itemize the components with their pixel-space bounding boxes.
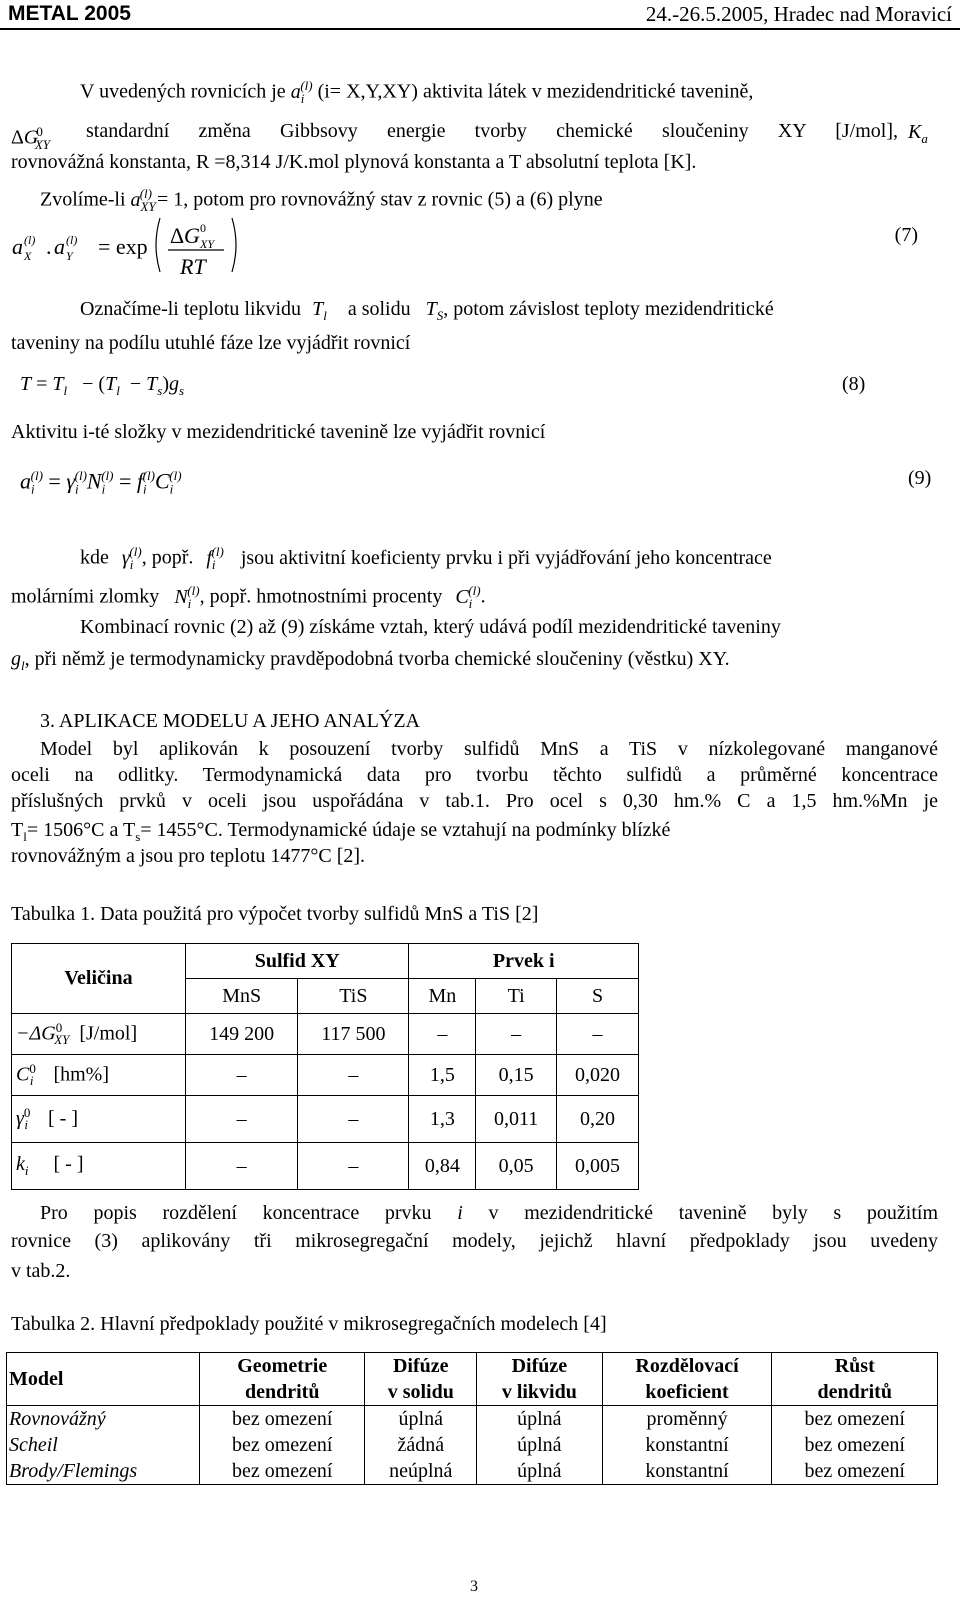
paragraph-line: oceli na odlitky. Termodynamická data pro tvorbu těchto sulfidů a průměrné koncentrace xyxy=(11,764,938,786)
formula-c: $C_i^{(l)}$ xyxy=(455,583,481,611)
paragraph-line: rovnovážným a jsou pro teplotu 1477°C [2]. xyxy=(11,845,366,867)
equation-number: (8) xyxy=(842,373,866,395)
table-header: Prvek i xyxy=(409,944,639,979)
paragraph-line: Kombinací rovnic (2) až (9) získáme vztah, který udává podíl mezidendritické taveniny xyxy=(80,616,781,638)
formula-ka: $K_a$ xyxy=(908,121,928,146)
table-row: $k_i$ [ - ] – – 0,84 0,05 0,005 xyxy=(12,1143,639,1190)
svg-text:0: 0 xyxy=(200,221,206,235)
table-row: $\gamma^0_i$ [ - ] – – 1,3 0,011 0,20 xyxy=(12,1096,639,1143)
formula-ts: $T_S$ xyxy=(425,298,444,323)
formula-gamma: $\gamma_i^{(l)}$ xyxy=(121,544,142,572)
paragraph-line: Označíme-li teplotu likvidu $T_l$ a solidu $T_S$, potom závislost teploty mezidendritické xyxy=(80,298,774,323)
svg-text:X: X xyxy=(24,249,32,263)
formula-n: $N_i^{(l)}$ xyxy=(174,583,200,611)
page-number: 3 xyxy=(470,1578,478,1595)
data-table-2 xyxy=(6,1352,938,1485)
formula-activity: $a_i^{(l)}$ xyxy=(290,78,313,106)
table-header: Veličina xyxy=(12,944,186,1014)
conference-name: METAL 2005 xyxy=(8,2,131,25)
equation-8 xyxy=(20,372,940,404)
table-header: Růst dendritů xyxy=(772,1353,938,1406)
table-header: Difúze v likvidu xyxy=(477,1353,603,1406)
paragraph-line: $g_l$, při němž je termodynamicky pravděpodobná tvorba chemické sloučeniny (věstku) XY. xyxy=(11,648,730,673)
table-row: $-\Delta G^0_{XY}$ [J/mol] 149 200 117 500 – – – xyxy=(12,1014,639,1055)
equation-7 xyxy=(10,210,940,280)
svg-text:G: G xyxy=(184,223,200,248)
table-row: Rovnovážný Scheil Brody/Flemings bez omezení bez omezení bez omezení úplná žádná neúplná úplná úplná úplná proměnný konstantní konstantní bez omezení bez omezení bez omezení xyxy=(7,1406,938,1485)
table-row: $C^0_i$ [hm%] – – 1,5 0,15 0,020 xyxy=(12,1055,639,1096)
paragraph-line: Model byl aplikován k posouzení tvorby sulfidů MnS a TiS v nízkolegované manganové xyxy=(40,738,938,760)
equation-7-formula xyxy=(10,210,270,280)
svg-text:a: a xyxy=(54,234,65,259)
table-subheader: TiS xyxy=(298,979,409,1014)
svg-text:.: . xyxy=(46,234,52,259)
table-header: Geometrie dendritů xyxy=(200,1353,365,1406)
svg-text:(l): (l) xyxy=(24,233,36,247)
equation-9-formula: $a_i^{(l)} = \gamma_i^{(l)}N_i^{(l)} = f_i^{(l)}C_i^{(l)}$ xyxy=(20,468,182,497)
formula-gibbs: $\Delta G^0_{XY}$ xyxy=(11,124,50,152)
data-table-1 xyxy=(11,943,639,1190)
table-subheader: Mn xyxy=(409,979,476,1014)
svg-text:Y: Y xyxy=(66,249,73,263)
paragraph-line: příslušných prvků v oceli jsou uspořádána v tab.1. Pro ocel s 0,30 hm.% C a 1,5 hm.%Mn je xyxy=(11,790,938,812)
paragraph-line: Pro popis rozdělení koncentrace prvku i v mezidendritické tavenině byly s použitím xyxy=(40,1202,939,1224)
paragraph-line: V uvedených rovnicích je $a_i^{(l)}$ (i= X,Y,XY) aktivita látek v mezidendritické tavenině, xyxy=(80,78,754,106)
equation-number: (7) xyxy=(894,224,918,246)
paragraph-line: standardní změna Gibbsovy energie tvorby chemické sloučeniny XY [J/mol], xyxy=(86,120,898,142)
formula-tl: $T_l$ xyxy=(312,298,327,323)
paragraph-line: rovnice (3) aplikovány tři mikrosegregační modely, jejichž hlavní předpoklady jsou uvedeny xyxy=(11,1230,938,1252)
conference-date-place: 24.-26.5.2005, Hradec nad Moravicí xyxy=(645,2,952,26)
formula-axy: $a_{XY}^{(l)}$ xyxy=(130,186,156,214)
table-header: Difúze v solidu xyxy=(365,1353,477,1406)
svg-text:Δ: Δ xyxy=(170,223,185,248)
svg-text:= exp: = exp xyxy=(98,234,148,259)
paragraph-line: kde $\gamma_i^{(l)}$, popř. $f_i^{(l)}$ jsou aktivitní koeficienty prvku i při vyjádřování jeho koncentrace xyxy=(80,544,772,572)
paragraph-line: molárními zlomky $N_i^{(l)}$, popř. hmotnostními procenty $C_i^{(l)}$. xyxy=(11,583,486,611)
paragraph-line: taveniny na podílu utuhlé fáze lze vyjádřit rovnicí xyxy=(11,332,411,354)
svg-text:RT: RT xyxy=(180,254,206,279)
formula-f: $f_i^{(l)}$ xyxy=(206,544,224,572)
table-subheader: Ti xyxy=(476,979,557,1014)
table-subheader: MnS xyxy=(186,979,298,1014)
equation-8-formula: $T = T_l - (T_l - T_s)g_s$ xyxy=(20,373,185,398)
table-caption: Tabulka 1. Data použitá pro výpočet tvorby sulfidů MnS a TiS [2] xyxy=(11,903,539,925)
paragraph-line: rovnovážná konstanta, R =8,314 J/K.mol plynová konstanta a T absolutní teplota [K]. xyxy=(11,151,697,173)
paragraph-line: $T_l= 1506^\circ C$ a $T_s= 1455^\circ C$. Termodynamické údaje se vztahují na podmínky blízké xyxy=(11,819,671,844)
table-caption: Tabulka 2. Hlavní předpoklady použité v mikrosegregačních modelech [4] xyxy=(11,1313,607,1335)
svg-text:XY: XY xyxy=(200,237,215,251)
paragraph-line: Aktivitu i-té složky v mezidendritické tavenině lze vyjádřit rovnicí xyxy=(11,421,546,443)
table-header: Rozdělovací koeficient xyxy=(602,1353,772,1406)
table-header: Sulfid XY xyxy=(186,944,409,979)
paragraph-line: v tab.2. xyxy=(11,1260,71,1282)
section-heading: 3. APLIKACE MODELU A JEHO ANALÝZA xyxy=(40,710,420,732)
table-header: Model xyxy=(7,1353,200,1406)
formula-gl: $g_l$ xyxy=(11,648,25,673)
paragraph-line: Zvolíme-li $a_{XY}^{(l)} = 1$, potom pro rovnovážný stav z rovnic (5) a (6) plyne xyxy=(40,186,603,214)
table-subheader: S xyxy=(557,979,639,1014)
equation-number: (9) xyxy=(908,467,932,489)
svg-text:a: a xyxy=(12,234,23,259)
equation-9 xyxy=(20,462,940,498)
svg-text:(l): (l) xyxy=(66,233,78,247)
page-header xyxy=(0,0,960,30)
